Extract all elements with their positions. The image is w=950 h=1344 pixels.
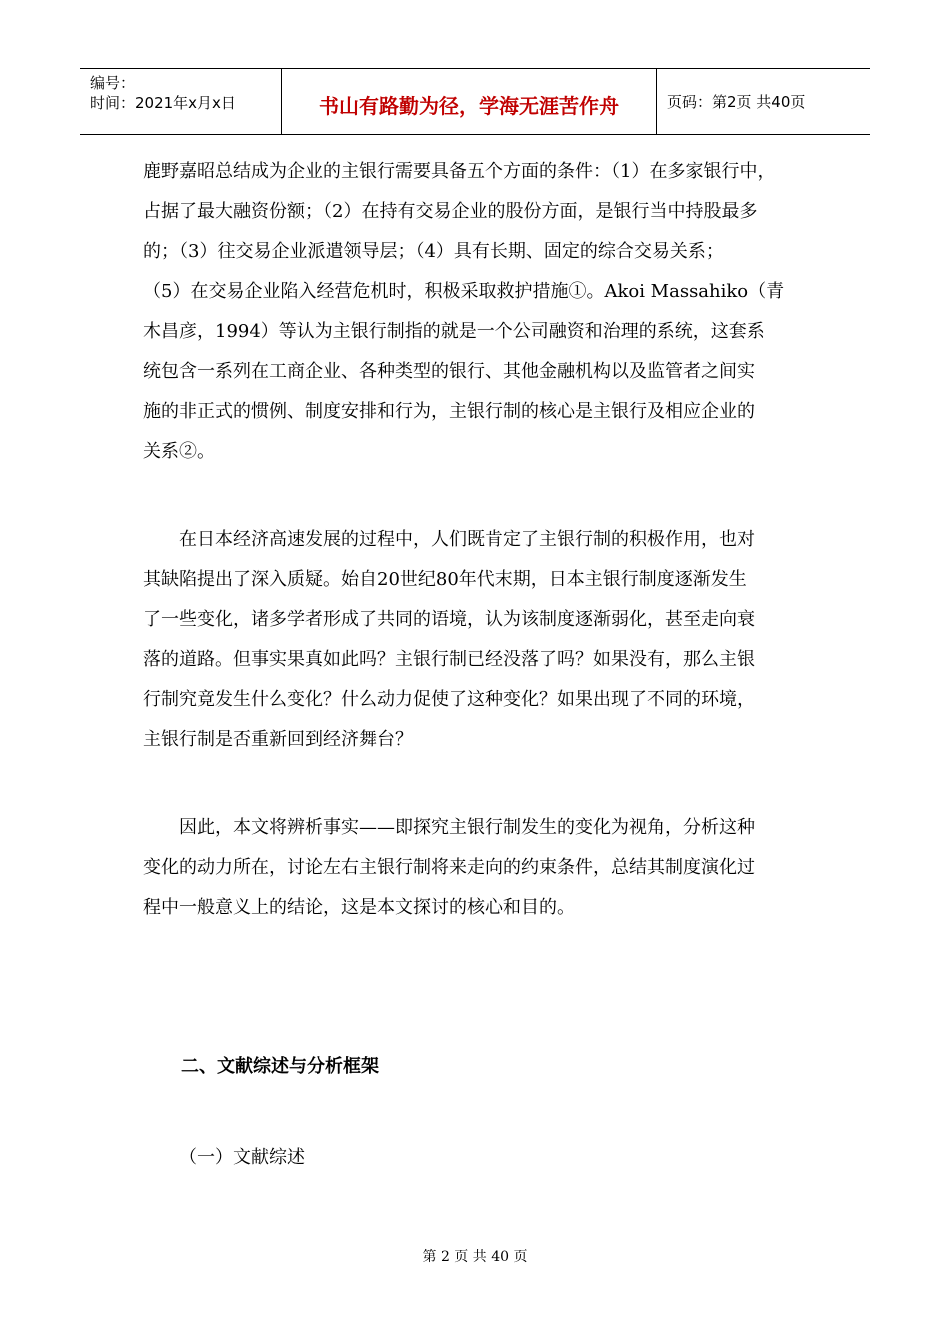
text-line: （5）在交易企业陷入经营危机时，积极采取救护措施①。Akoi Massahiko（青 — [143, 281, 785, 302]
text-line: 行制究竟发生什么变化？什么动力促使了这种变化？如果出现了不同的环境， — [143, 689, 755, 710]
paragraph-spacer — [143, 472, 810, 520]
text-line: 的；（3）往交易企业派遣领导层；（4）具有长期、固定的综合交易关系； — [143, 241, 724, 262]
text-line: 鹿野嘉昭总结成为企业的主银行需要具备五个方面的条件：（1）在多家银行中， — [143, 161, 776, 182]
text-line: 因此，本文将辨析事实——即探究主银行制发生的变化为视角，分析这种 — [179, 817, 755, 838]
text-line: 主银行制是否重新回到经济舞台？ — [143, 729, 413, 750]
document-time-label: 时间：2021年x月x日 — [90, 94, 236, 112]
paragraph-spacer — [143, 760, 810, 808]
text-line: 木昌彦，1994）等认为主银行制指的就是一个公司融资和治理的系统，这套系 — [143, 321, 765, 342]
text-line: 其缺陷提出了深入质疑。始自20世纪80年代末期，日本主银行制度逐渐发生 — [143, 569, 747, 590]
paragraph-questions — [143, 520, 810, 760]
text-line: 统包含一系列在工商企业、各种类型的银行、其他金融机构以及监管者之间实 — [143, 361, 755, 382]
text-line: 在日本经济高速发展的过程中，人们既肯定了主银行制的积极作用，也对 — [179, 529, 755, 550]
text-line: 程中一般意义上的结论，这是本文探讨的核心和目的。 — [143, 897, 575, 918]
text-line: 落的道路。但事实果真如此吗？主银行制已经没落了吗？如果没有，那么主银 — [143, 649, 755, 670]
section-heading: 二、文献综述与分析框架 — [181, 1056, 379, 1077]
subsection-heading: （一）文献综述 — [179, 1147, 305, 1168]
header-meta — [80, 69, 281, 134]
header-motto: 书山有路勤为径，学海无涯苦作舟 — [281, 69, 657, 134]
text-line: 施的非正式的惯例、制度安排和行为，主银行制的核心是主银行及相应企业的 — [143, 401, 755, 422]
text-line: 关系②。 — [143, 441, 215, 462]
text-line: 了一些变化，诸多学者形成了共同的语境，认为该制度逐渐弱化，甚至走向衰 — [143, 609, 755, 630]
document-body — [143, 152, 810, 928]
paragraph-main-bank-conditions — [143, 152, 810, 472]
text-line: 占据了最大融资份额；（2）在持有交易企业的股份方面，是银行当中持股最多 — [143, 201, 758, 222]
header-page-info: 页码：第2页 共40页 — [667, 93, 806, 111]
document-number-label: 编号： — [90, 74, 136, 92]
paragraph-purpose — [143, 808, 810, 928]
page-footer: 第 2 页 共 40 页 — [422, 1249, 528, 1265]
page-header — [80, 68, 870, 135]
text-line: 变化的动力所在，讨论左右主银行制将来走向的约束条件，总结其制度演化过 — [143, 857, 755, 878]
